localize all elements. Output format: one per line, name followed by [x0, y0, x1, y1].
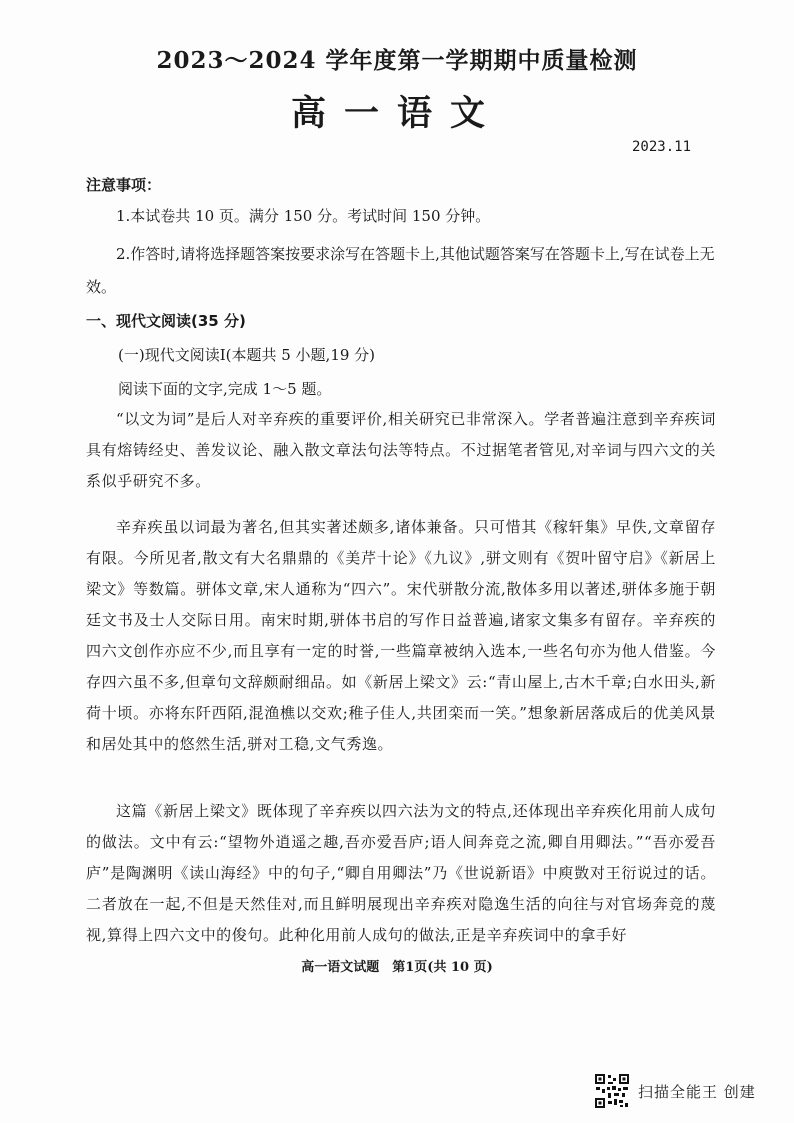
passage-paragraph: “以文为词”是后人对辛弃疾的重要评价,相关研究已非常深入。学者普遍注意到辛弃疾词具有熔铸经史、善发议论、融入散文章法句法等特点。不过据笔者管见,对辛词与四六文的关系似乎研究不多。	[86, 410, 716, 490]
notice-item: 1.本试卷共 10 页。满分 150 分。考试时间 150 分钟。	[116, 207, 491, 225]
subject-title: 高一语文	[290, 93, 503, 134]
notice-heading: 注意事项：	[86, 176, 162, 194]
notice-item: 2.作答时,请将选择题答案按要求涂写在答题卡上,其他试题答案写在答题卡上,写在试卷上无效。	[86, 245, 715, 296]
scanner-watermark	[594, 1073, 756, 1109]
exam-title: 2023～2024 学年度第一学期期中质量检测	[156, 47, 638, 74]
passage-paragraph: 这篇《新居上梁文》既体现了辛弃疾以四六法为文的特点,还体现出辛弃疾化用前人成句的做法。文中有云:“望物外逍遥之趣,吾亦爱吾庐;语人间奔竞之流,卿自用卿法。”“吾亦爱吾庐”是陶渊明《读山海经》中的句子,“卿自用卿法”乃《世说新语》中庾敳对王衍说过的话。二者放在一起,不但是天然佳对,而且鲜明展现出辛弃疾对隐逸生活的向往与对官场奔竞的蔑视,算得上四六文中的俊句。此种化用前人成句的做法,正是辛弃疾词中的拿手好	[86, 802, 716, 944]
reading-instruction: 阅读下面的文字,完成 1～5 题。	[118, 380, 332, 398]
watermark-text: 扫描全能王 创建	[638, 1082, 756, 1101]
subsection-heading: (一)现代文阅读Ⅰ(本题共 5 小题,19 分)	[118, 346, 376, 364]
page-footer: 高一语文试题 第1页(共 10 页)	[301, 960, 493, 975]
qr-code-icon	[594, 1073, 630, 1109]
exam-date: 2023.11	[632, 139, 692, 155]
passage-paragraph: 辛弃疾虽以词最为著名,但其实著述颇多,诸体兼备。只可惜其《稼轩集》早佚,文章留存有限。今所见者,散文有大名鼎鼎的《美芹十论》《九议》,骈文则有《贺叶留守启》《新居上梁文》等数篇。骈体文章,宋人通称为“四六”。宋代骈散分流,散体多用以著述,骈体多施于朝廷文书及士人交际日用。南宋时期,骈体书启的写作日益普遍,诸家文集多有留存。辛弃疾的四六文创作亦应不少,而且享有一定的时誉,一些篇章被纳入选本,一些名句亦为他人借鉴。今存四六虽不多,但章句文辞颇耐细品。如《新居上梁文》云:“青山屋上,古木千章;白水田头,新荷十顷。亦将东阡西陌,混渔樵以交欢;稚子佳人,共团栾而一笑。”想象新居落成后的优美风景和居处其中的悠然生活,骈对工稳,文气秀逸。	[86, 518, 716, 753]
section-heading: 一、现代文阅读(35 分)	[86, 312, 246, 330]
